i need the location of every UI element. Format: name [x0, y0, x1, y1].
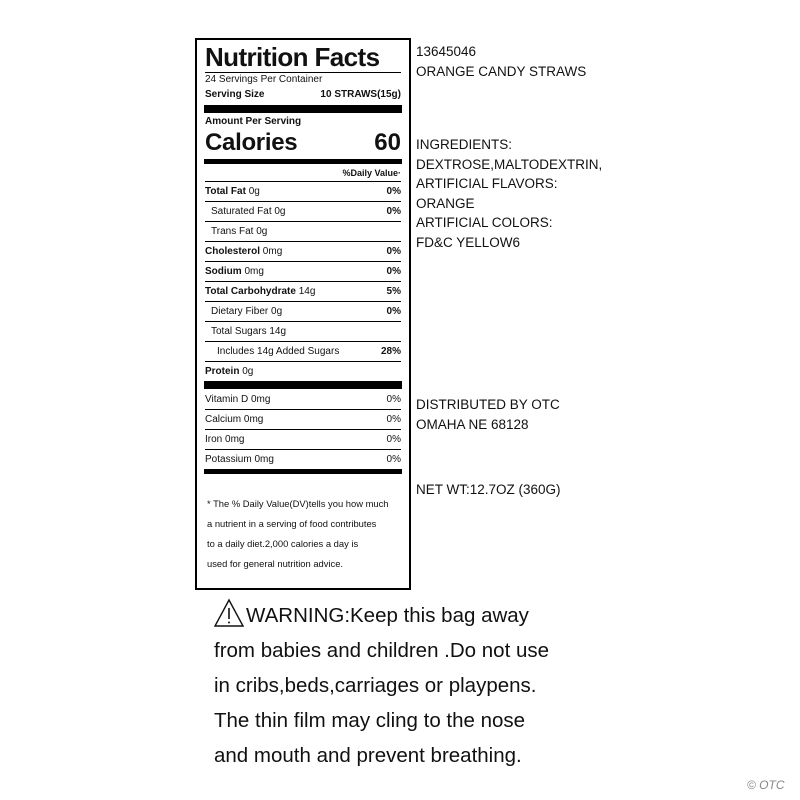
- vitamin-row: Calcium 0mg 0%: [205, 409, 401, 429]
- product-code: 13645046: [416, 44, 477, 59]
- serving-size: [205, 87, 401, 103]
- warning-block: WARNING:Keep this bag away from babies and children .Do not use in cribs,beds,carriages or playpens. The thin film may cling to the nose and mouth and prevent breathing.: [214, 598, 549, 773]
- daily-value-footnote: * The % Daily Value(DV)tells you how much a nutrient in a serving of food contributes to a daily diet.2,000 calories a day is used for general nutrition advice.: [207, 498, 389, 569]
- net-weight: NET WT:12.7OZ (360G): [416, 482, 561, 497]
- calories-value: 60: [374, 129, 401, 156]
- serving-size-value: 10 STRAWS(15g): [320, 89, 401, 100]
- nutrient-row: Includes 14g Added Sugars 28%: [205, 341, 401, 361]
- serving-size-label: Serving Size: [205, 89, 265, 100]
- distributor-block: DISTRIBUTED BY OTC OMAHA NE 68128: [416, 397, 560, 432]
- vitamin-row: Potassium 0mg 0%: [205, 449, 401, 469]
- ingredients-block: INGREDIENTS: DEXTROSE,MALTODEXTRIN, ARTIFICIAL FLAVORS: ORANGE ARTIFICIAL COLORS: FD&C YELLOW6: [416, 137, 603, 250]
- nutrient-row: Saturated Fat 0g 0%: [205, 201, 401, 221]
- vitamin-row: Vitamin D 0mg 0%: [205, 393, 401, 405]
- nutrient-row: Cholesterol 0mg 0%: [205, 241, 401, 261]
- product-info: [416, 42, 586, 81]
- nutrient-row: Trans Fat 0g: [205, 221, 401, 241]
- otc-watermark: © OTC: [747, 778, 785, 792]
- nutrient-row: Total Fat 0g 0%: [205, 181, 401, 201]
- daily-value-header: %Daily Value·: [342, 168, 401, 178]
- nutrient-row: Dietary Fiber 0g 0%: [205, 301, 401, 321]
- nutrient-row: Total Sugars 14g: [205, 321, 401, 341]
- calories-label: Calories: [205, 129, 298, 156]
- amount-per-serving: Amount Per Serving: [205, 116, 302, 127]
- vitamin-row: Iron 0mg 0%: [205, 429, 401, 449]
- product-name: ORANGE CANDY STRAWS: [416, 63, 587, 79]
- nutrition-facts-title: Nutrition Facts: [205, 42, 380, 72]
- calories-row: [205, 129, 401, 159]
- nutrient-row: Sodium 0mg 0%: [205, 261, 401, 281]
- nutrient-row: Total Carbohydrate 14g 5%: [205, 281, 401, 301]
- nutrition-facts-panel: [195, 38, 411, 590]
- nutrient-row: Protein 0g: [205, 361, 401, 381]
- servings-per-container: 24 Servings Per Container: [205, 74, 323, 85]
- warning-triangle-icon: [214, 598, 244, 628]
